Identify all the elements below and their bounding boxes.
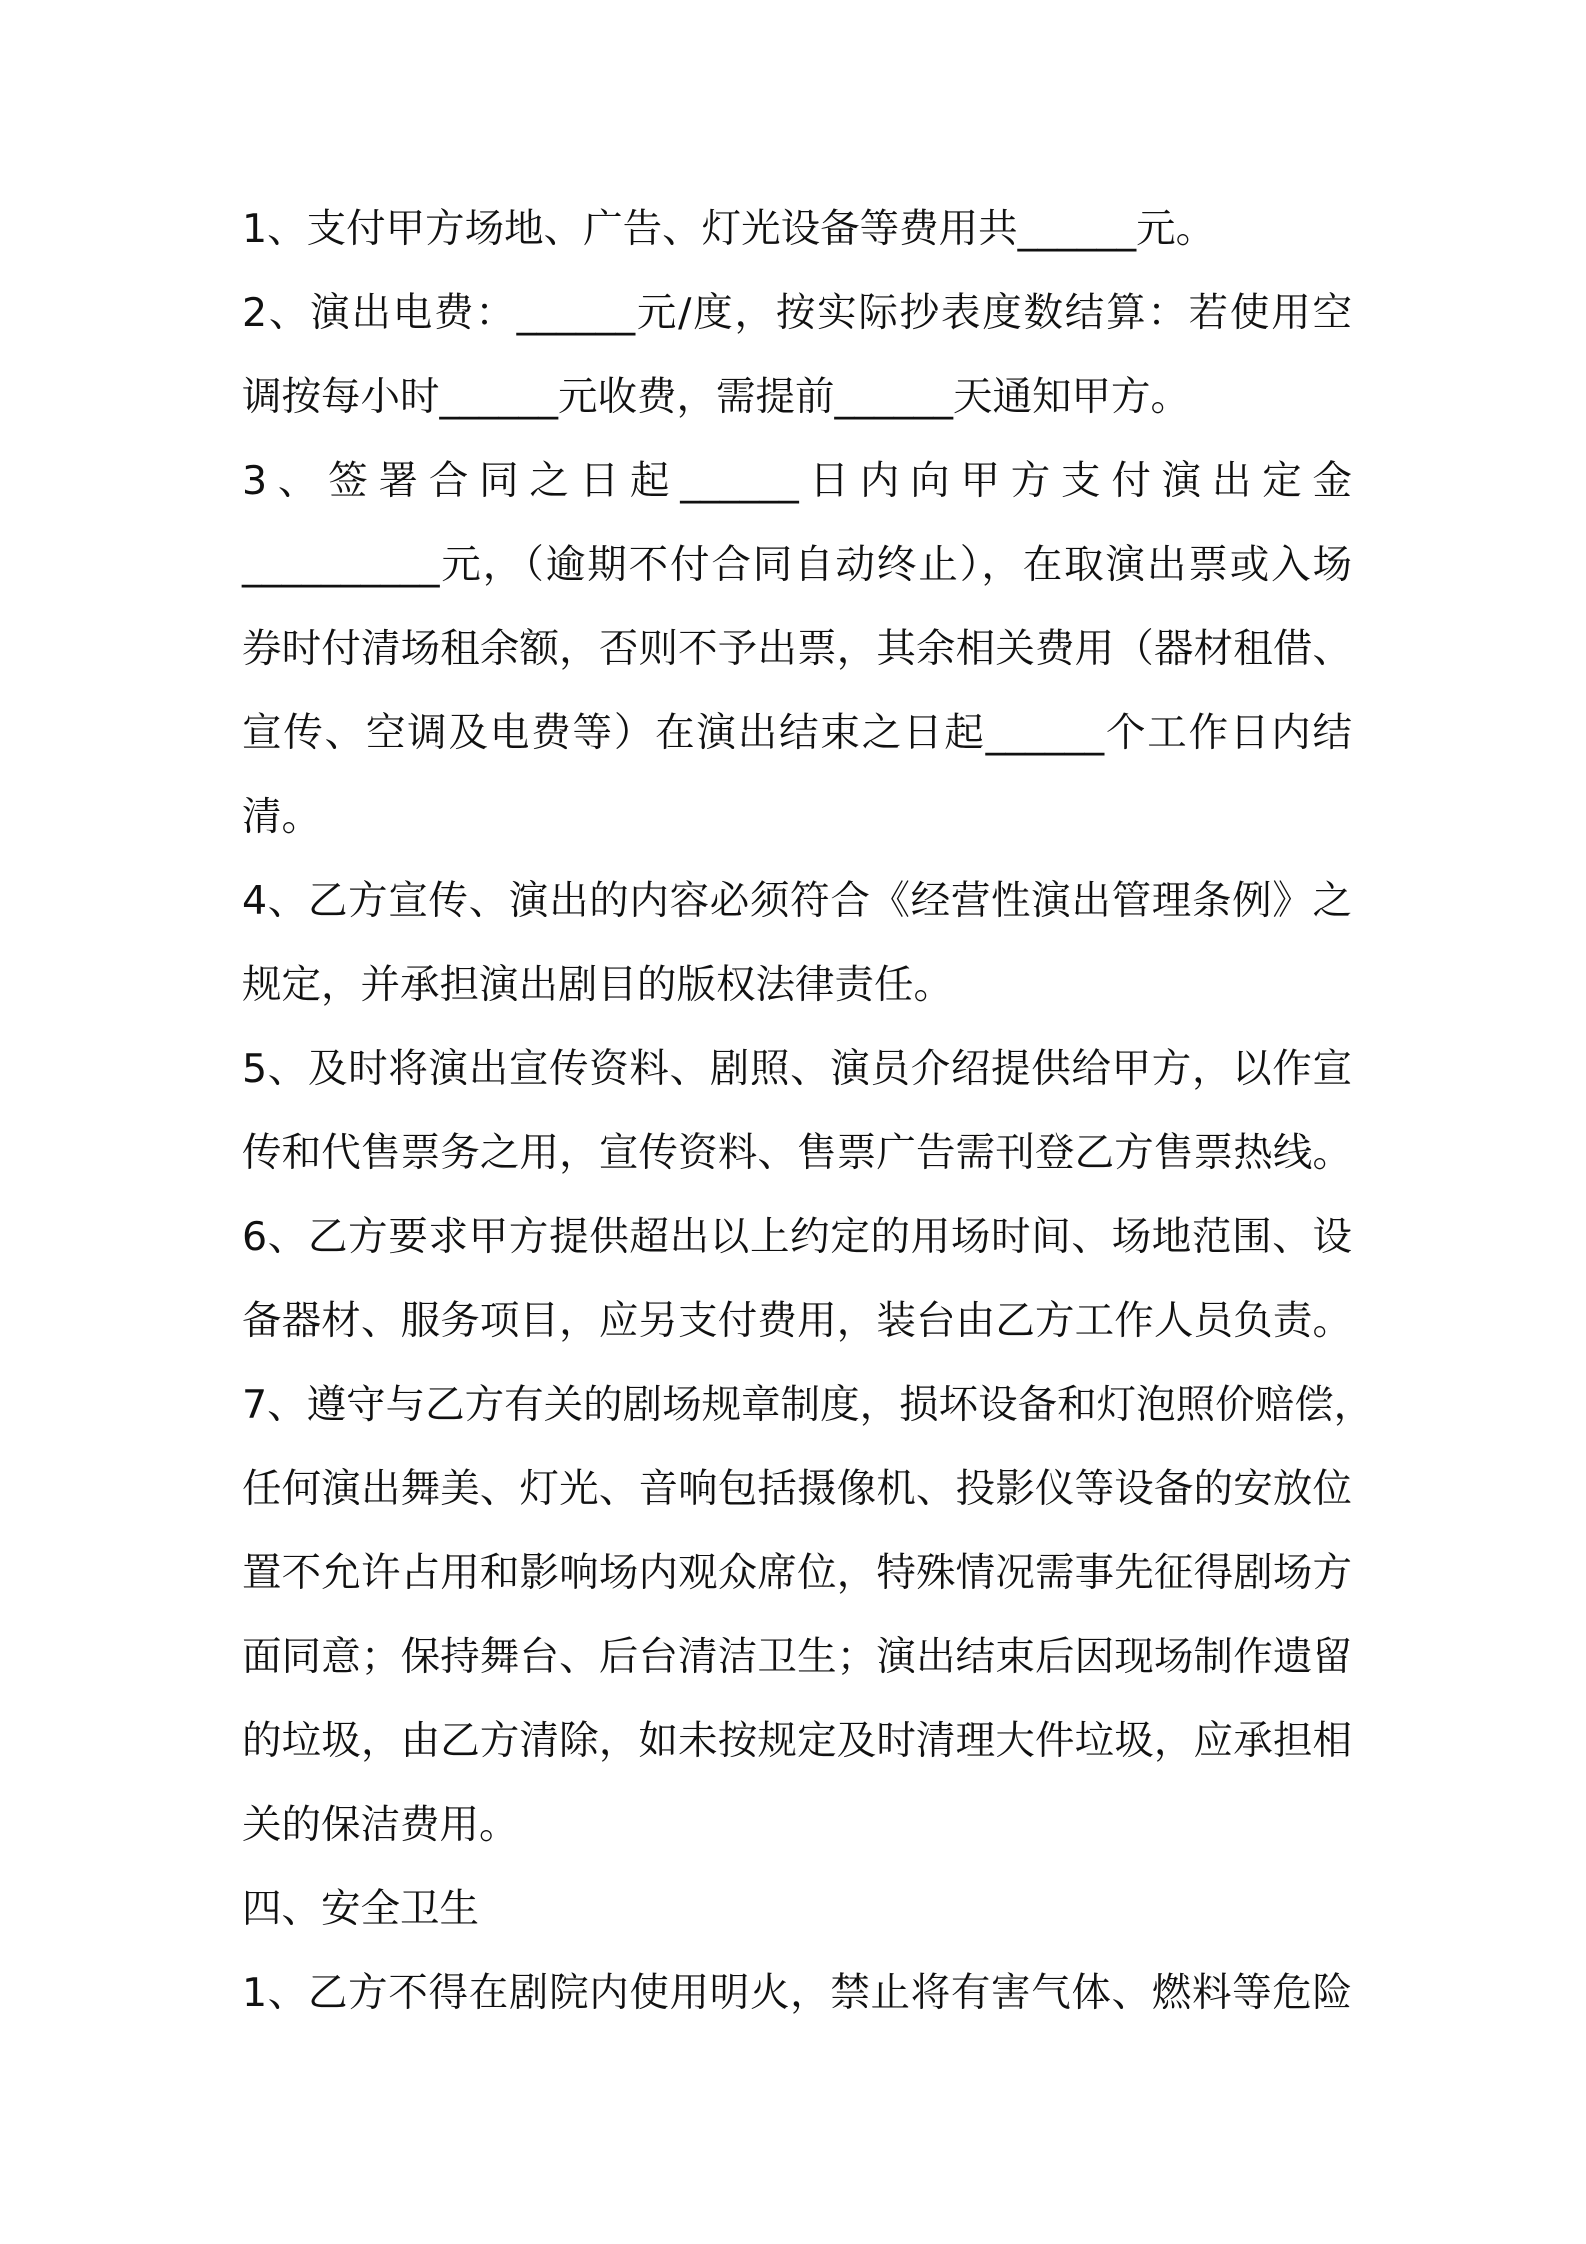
text-line-9: 4、乙方宣传、演出的内容必须符合《经营性演出管理条例》之 xyxy=(242,878,1352,924)
text-line-10: 规定，并承担演出剧目的版权法律责任。 xyxy=(242,962,953,1008)
section-heading: 四、安全卫生 xyxy=(242,1886,479,1932)
text-line-4: 3、签署合同之日起______日内向甲方支付演出定金 xyxy=(242,458,1352,504)
text-line-18: 面同意；保持舞台、后台清洁卫生；演出结束后因现场制作遗留 xyxy=(242,1634,1352,1680)
text-line-11: 5、及时将演出宣传资料、剧照、演员介绍提供给甲方，以作宣 xyxy=(242,1046,1352,1092)
text-line-17: 置不允许占用和影响场内观众席位，特殊情况需事先征得剧场方 xyxy=(242,1550,1352,1596)
text-line-8: 清。 xyxy=(242,794,321,840)
text-line-14: 备器材、服务项目，应另支付费用，装台由乙方工作人员负责。 xyxy=(242,1298,1352,1344)
text-line-13: 6、乙方要求甲方提供超出以上约定的用场时间、场地范围、设 xyxy=(242,1214,1352,1260)
text-line-7: 宣传、空调及电费等）在演出结束之日起______个工作日内结 xyxy=(242,710,1352,756)
text-line-19: 的垃圾，由乙方清除，如未按规定及时清理大件垃圾，应承担相 xyxy=(242,1718,1352,1764)
text-line-15: 7、遵守与乙方有关的剧场规章制度，损坏设备和灯泡照价赔偿， xyxy=(242,1382,1374,1428)
text-line-16: 任何演出舞美、灯光、音响包括摄像机、投影仪等设备的安放位 xyxy=(242,1466,1352,1512)
text-line-20: 关的保洁费用。 xyxy=(242,1802,519,1848)
text-line-6: 券时付清场租余额，否则不予出票，其余相关费用（器材租借、 xyxy=(242,626,1352,672)
text-line-22: 1、乙方不得在剧院内使用明火，禁止将有害气体、燃料等危险 xyxy=(242,1970,1352,2016)
text-line-3: 调按每小时______元收费，需提前______天通知甲方。 xyxy=(242,374,1190,420)
text-line-5: __________元，（逾期不付合同自动终止），在取演出票或入场 xyxy=(242,542,1352,588)
text-line-1: 1、支付甲方场地、广告、灯光设备等费用共______元。 xyxy=(242,206,1216,252)
text-line-12: 传和代售票务之用，宣传资料、售票广告需刊登乙方售票热线。 xyxy=(242,1130,1352,1176)
text-line-2: 2、演出电费：______元/度，按实际抄表度数结算：若使用空 xyxy=(242,290,1352,336)
